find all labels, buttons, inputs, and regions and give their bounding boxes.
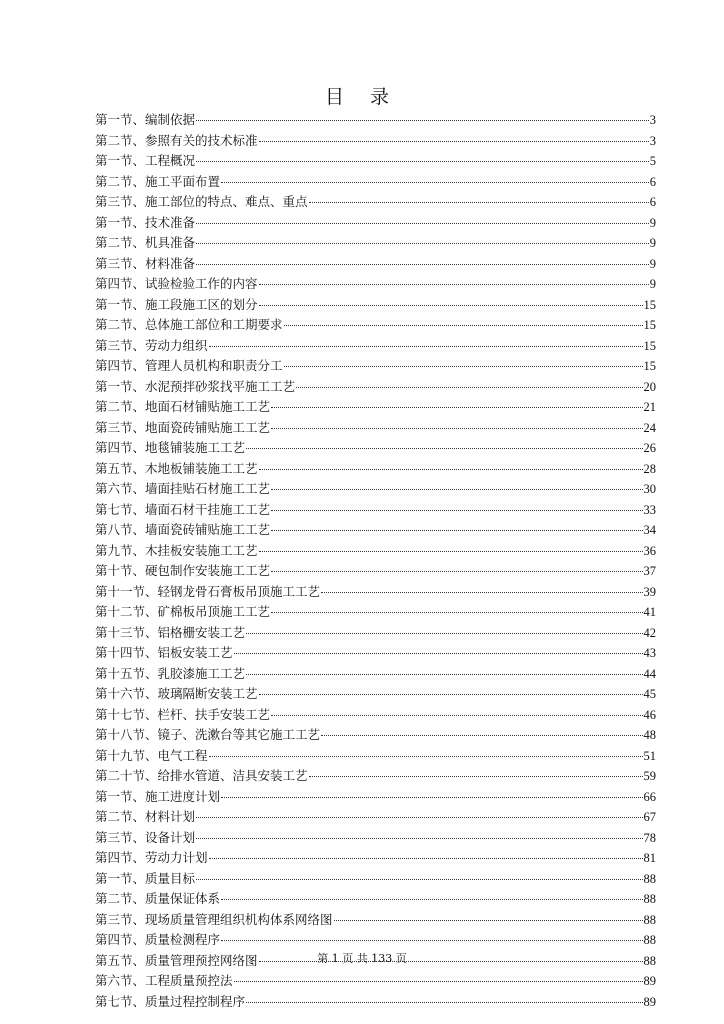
toc-entry[interactable] [95,233,656,254]
toc-entry[interactable] [95,274,656,295]
dot-leader [221,899,642,900]
toc-entry-page-number: 39 [643,584,656,599]
toc-entry-page-number: 30 [643,482,656,496]
dot-leader [196,838,642,839]
dot-leader [271,489,642,490]
toc-entry-page-number: 24 [643,420,656,435]
toc-entry-label: 第一节、施工段施工区的划分 [95,296,258,312]
toc-entry[interactable] [95,377,656,398]
toc-entry[interactable] [95,500,656,521]
toc-entry-page-number: 3 [649,133,656,148]
toc-entry[interactable] [95,582,656,603]
toc-entry-page-number: 41 [643,605,656,619]
toc-entry-label: 第十五节、乳胶漆施工工艺 [95,665,246,681]
toc-entry[interactable] [95,561,656,582]
toc-entry[interactable] [95,131,656,152]
toc-entry-page-number: 59 [643,769,656,783]
toc-entry[interactable] [95,541,656,562]
toc-entry-page-number: 15 [643,318,656,332]
dot-leader [209,858,643,859]
toc-entry-page-number: 67 [643,810,656,824]
dot-leader [196,161,649,162]
toc-entry[interactable] [95,807,656,828]
toc-entry-page-number: 78 [643,830,656,845]
toc-entry-page-number: 44 [643,666,656,681]
toc-entry-page-number: 34 [643,523,656,537]
toc-entry-label: 第六节、工程质量预控法 [95,973,233,988]
toc-entry-page-number: 36 [643,543,656,558]
toc-entry-page-number: 9 [649,256,656,271]
toc-entry-page-number: 66 [643,789,656,804]
toc-entry-page-number: 42 [643,625,656,640]
toc-entry-page-number: 51 [643,748,656,763]
dot-leader [221,797,642,798]
dot-leader [309,202,649,203]
toc-entry-label: 第二节、总体施工部位和工期要求 [95,317,283,332]
toc-entry[interactable] [95,828,656,849]
toc-entry-label: 第二节、材料计划 [95,809,196,824]
toc-entry[interactable] [95,213,656,234]
dot-leader [271,612,642,613]
toc-entry[interactable] [95,869,656,890]
dot-leader [259,694,643,695]
toc-entry-page-number: 33 [643,502,656,517]
toc-entry[interactable] [95,684,656,705]
toc-entry[interactable] [95,992,656,1013]
toc-list [95,110,656,1012]
toc-entry-label: 第十八节、镜子、洗漱台等其它施工工艺 [95,727,321,742]
dot-leader [271,571,642,572]
toc-entry-label: 第三节、材料准备 [95,255,196,271]
toc-entry-label: 第七节、质量过程控制程序 [95,993,246,1009]
dot-leader [196,120,649,121]
toc-entry-label: 第十六节、玻璃隔断安装工艺 [95,686,258,701]
toc-entry-label: 第四节、劳动力计划 [95,850,208,865]
dot-leader [321,735,642,736]
toc-entry-page-number: 15 [643,338,656,353]
toc-entry[interactable] [95,418,656,439]
dot-leader [284,325,643,326]
dot-leader [271,407,642,408]
toc-entry-page-number: 9 [649,215,656,230]
toc-entry-label: 第十节、硬包制作安装施工工艺 [95,563,271,578]
toc-entry-page-number: 43 [643,646,656,660]
toc-entry-label: 第三节、施工部位的特点、难点、重点 [95,194,308,209]
toc-entry[interactable] [95,295,656,316]
dot-leader [246,674,642,675]
toc-entry[interactable] [95,766,656,787]
dot-leader [296,387,642,388]
toc-entry-page-number: 6 [649,174,656,189]
toc-entry-label: 第一节、编制依据 [95,112,196,127]
toc-entry[interactable] [95,254,656,275]
toc-entry-label: 第二节、地面石材铺贴施工工艺 [95,399,271,414]
toc-entry-label: 第七节、墙面石材干挂施工工艺 [95,501,271,517]
toc-entry[interactable] [95,664,656,685]
dot-leader [234,981,643,982]
dot-leader [259,284,649,285]
toc-entry-label: 第四节、管理人员机构和职责分工 [95,358,283,373]
toc-entry-label: 第一节、施工进度计划 [95,788,221,804]
toc-entry-label: 第四节、质量检测程序 [95,932,221,947]
toc-entry-label: 第三节、地面瓷砖铺贴施工工艺 [95,419,271,435]
toc-entry-page-number: 5 [649,154,656,168]
toc-entry[interactable] [95,623,656,644]
toc-entry-page-number: 9 [649,277,656,291]
dot-leader [284,366,643,367]
toc-entry[interactable] [95,172,656,193]
dot-leader [246,633,642,634]
toc-entry-label: 第一节、水泥预拌砂浆找平施工工艺 [95,378,296,394]
toc-entry-page-number: 88 [643,912,656,927]
toc-entry-page-number: 6 [649,195,656,209]
toc-entry-label: 第五节、质量管理预控网络图 [95,952,258,968]
toc-entry[interactable] [95,192,656,213]
toc-entry-label: 第十九节、电气工程 [95,747,208,763]
toc-entry-label: 第五节、木地板铺装施工工艺 [95,460,258,476]
dot-leader [221,940,642,941]
toc-entry-page-number: 81 [643,851,656,865]
toc-entry[interactable] [95,356,656,377]
toc-entry-label: 第一节、技术准备 [95,214,196,230]
dot-leader [196,243,649,244]
toc-entry-page-number: 37 [643,564,656,578]
toc-entry[interactable] [95,479,656,500]
toc-entry-page-number: 88 [643,871,656,886]
dot-leader [309,776,643,777]
toc-entry[interactable] [95,910,656,931]
dot-leader [271,428,642,429]
dot-leader [334,920,643,921]
dot-leader [246,448,642,449]
toc-entry-page-number: 15 [643,359,656,373]
toc-entry-label: 第二十节、给排水管道、洁具安装工艺 [95,768,308,783]
toc-entry[interactable] [95,643,656,664]
toc-entry-page-number: 45 [643,687,656,701]
dot-leader [271,510,642,511]
toc-entry-page-number: 21 [643,400,656,414]
toc-entry-page-number: 88 [643,892,656,906]
toc-entry-page-number: 89 [643,994,656,1009]
toc-entry-label: 第二节、施工平面布置 [95,173,221,189]
toc-entry-label: 第一节、工程概况 [95,153,196,168]
toc-entry-label: 第一节、质量目标 [95,870,196,886]
dot-leader [209,756,643,757]
toc-entry-label: 第二节、机具准备 [95,235,196,250]
toc-entry-label: 第三节、设备计划 [95,829,196,845]
toc-entry[interactable] [95,787,656,808]
toc-entry[interactable] [95,848,656,869]
toc-entry-page-number: 15 [643,297,656,312]
toc-entry[interactable] [95,725,656,746]
toc-entry[interactable] [95,336,656,357]
toc-entry[interactable] [95,110,656,131]
toc-entry-page-number: 3 [649,113,656,127]
toc-entry-page-number: 88 [643,933,656,947]
toc-entry-page-number: 20 [643,379,656,394]
toc-entry[interactable] [95,602,656,623]
dot-leader [196,264,649,265]
dot-leader [259,141,649,142]
dot-leader [196,879,642,880]
dot-leader [259,469,643,470]
toc-entry[interactable] [95,397,656,418]
toc-entry-label: 第十二节、矿棉板吊顶施工工艺 [95,604,271,619]
toc-entry-label: 第九节、木挂板安装施工工艺 [95,542,258,558]
toc-entry-label: 第十七节、栏杆、扶手安装工艺 [95,706,271,722]
toc-entry-label: 第六节、墙面挂贴石材施工工艺 [95,481,271,496]
toc-entry[interactable] [95,520,656,541]
dot-leader [196,223,649,224]
toc-entry[interactable] [95,971,656,992]
dot-leader [259,305,643,306]
toc-entry[interactable] [95,705,656,726]
toc-entry-label: 第三节、现场质量管理组织机构体系网络图 [95,911,333,927]
dot-leader [221,182,649,183]
dot-leader [259,551,643,552]
toc-entry[interactable] [95,889,656,910]
dot-leader [246,1002,642,1003]
dot-leader [271,530,642,531]
toc-entry-label: 第三节、劳动力组织 [95,337,208,353]
toc-entry-page-number: 9 [649,236,656,250]
dot-leader [209,346,643,347]
toc-entry[interactable] [95,315,656,336]
dot-leader [196,817,642,818]
toc-entry-page-number: 88 [643,953,656,968]
toc-entry-page-number: 28 [643,461,656,476]
toc-entry-label: 第二节、参照有关的技术标准 [95,132,258,148]
toc-entry-label: 第四节、地毯铺装施工工艺 [95,440,246,455]
toc-entry-page-number: 26 [643,441,656,455]
dot-leader [271,715,642,716]
toc-entry-page-number: 48 [643,728,656,742]
toc-entry[interactable] [95,151,656,172]
toc-entry-label: 第二节、质量保证体系 [95,891,221,906]
toc-entry[interactable] [95,930,656,951]
toc-entry[interactable] [95,438,656,459]
toc-title: 目 录 [324,86,400,108]
toc-entry-page-number: 89 [643,974,656,988]
toc-entry-label: 第十三节、铝格栅安装工艺 [95,624,246,640]
dot-leader [321,592,642,593]
toc-entry[interactable] [95,746,656,767]
toc-entry-label: 第四节、试验检验工作的内容 [95,276,258,291]
dot-leader [234,653,643,654]
page-footer: 第 1 页 共 133 页 [317,952,407,965]
toc-entry-label: 第十四节、铝板安装工艺 [95,645,233,660]
toc-entry-page-number: 46 [643,707,656,722]
toc-entry-label: 第十一节、轻钢龙骨石膏板吊顶施工工艺 [95,583,321,599]
toc-entry[interactable] [95,459,656,480]
toc-entry-label: 第八节、墙面瓷砖铺贴施工工艺 [95,522,271,537]
